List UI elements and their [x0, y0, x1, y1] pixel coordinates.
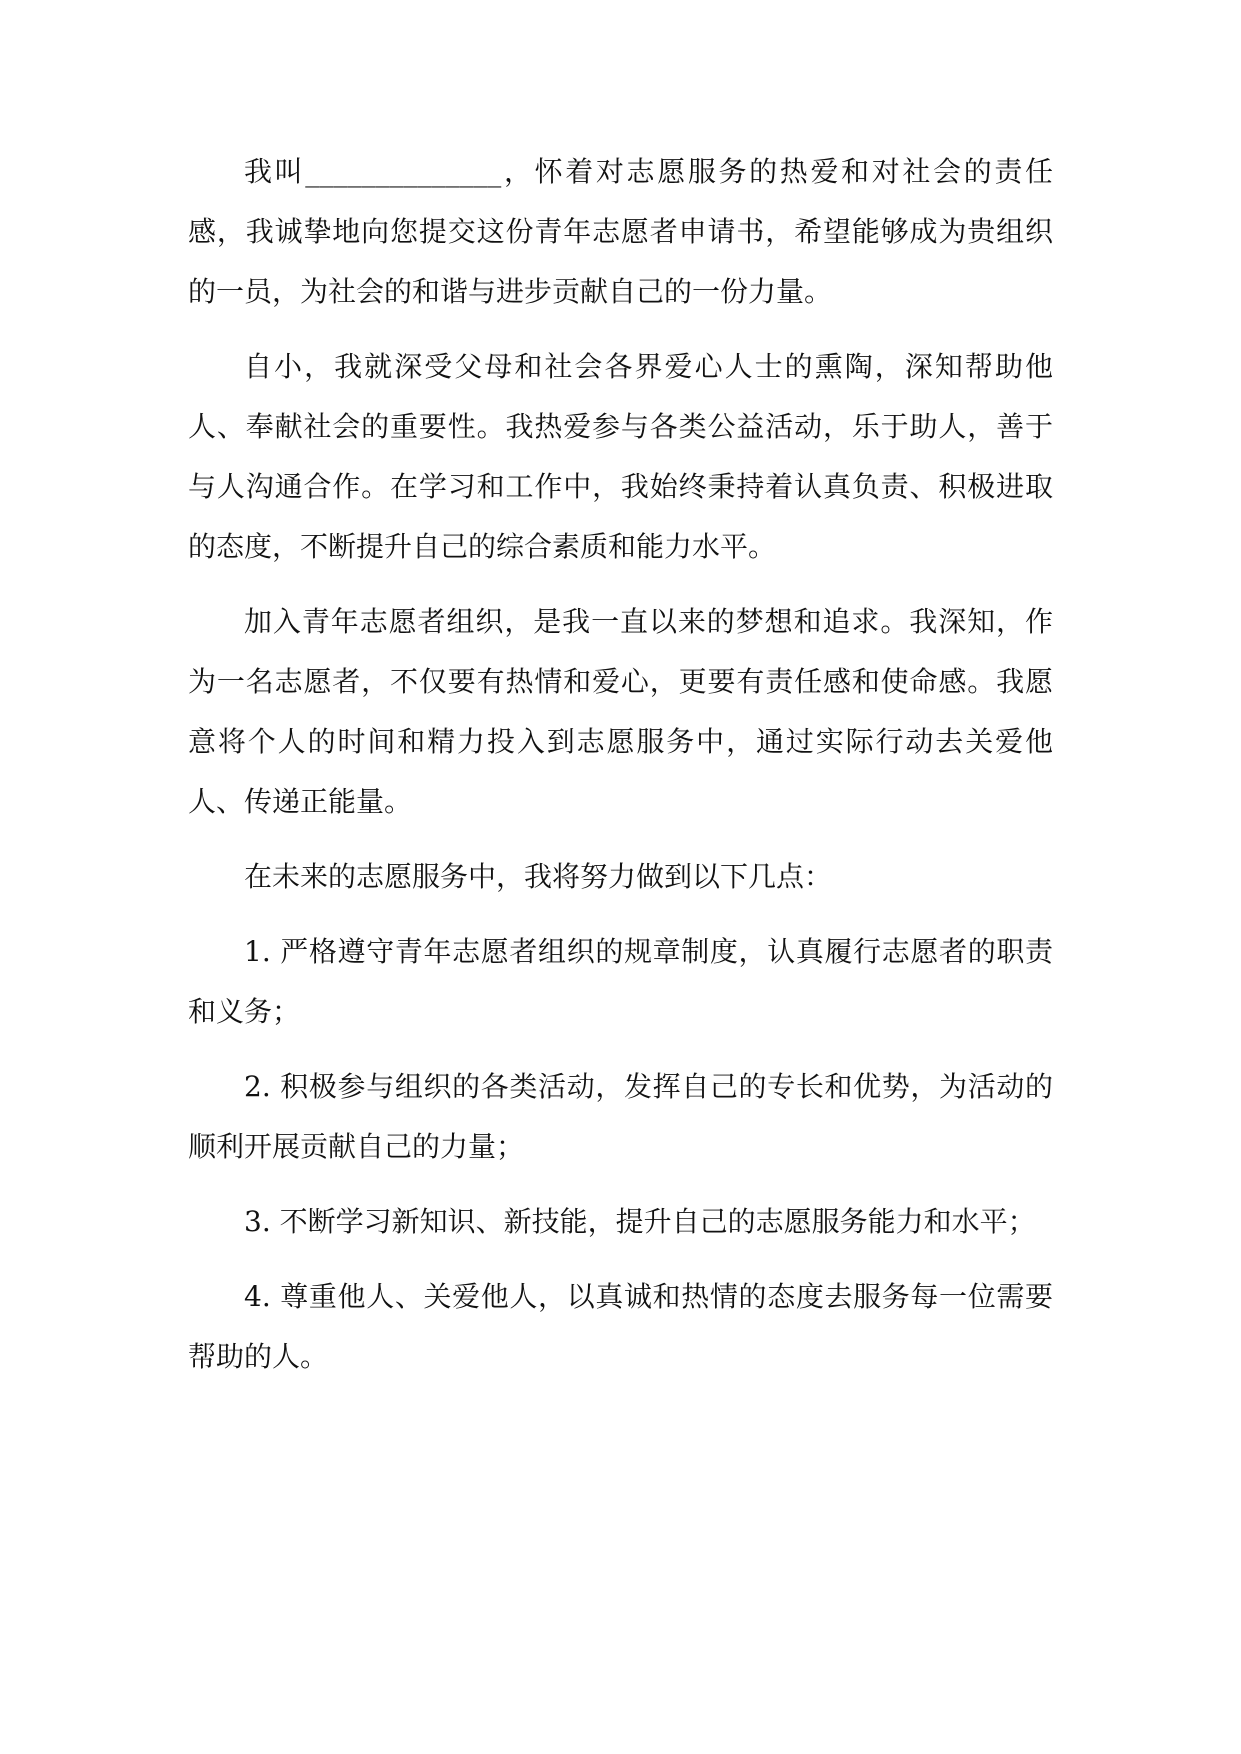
commitment-item-3: 3. 不断学习新知识、新技能，提升自己的志愿服务能力和水平； — [244, 1205, 1036, 1238]
commitment-item-4: 4. 尊重他人、关爱他人，以真诚和热情的态度去服务每一位需要帮助的人。 — [188, 1280, 1053, 1373]
paragraph-intro: 我叫______________，怀着对志愿服务的热爱和对社会的责任感，我诚挚地向您提交这份青年志愿者申请书，希望能够成为贵组织的一员，为社会的和谐与进步贡献自己的一份力量。 — [188, 155, 1053, 308]
document-body — [188, 142, 1053, 1387]
paragraph-background: 自小，我就深受父母和社会各界爱心人士的熏陶，深知帮助他人、奉献社会的重要性。我热爱参与各类公益活动，乐于助人，善于与人沟通合作。在学习和工作中，我始终秉持着认真负责、积极进取的态度，不断提升自己的综合素质和能力水平。 — [188, 350, 1053, 563]
commitment-item-2: 2. 积极参与组织的各类活动，发挥自己的专长和优势，为活动的顺利开展贡献自己的力量； — [188, 1070, 1053, 1163]
paragraph-motivation: 加入青年志愿者组织，是我一直以来的梦想和追求。我深知，作为一名志愿者，不仅要有热情和爱心，更要有责任感和使命感。我愿意将个人的时间和精力投入到志愿服务中，通过实际行动去关爱他人、传递正能量。 — [188, 605, 1053, 818]
commitment-item-1: 1. 严格遵守青年志愿者组织的规章制度，认真履行志愿者的职责和义务； — [188, 935, 1053, 1028]
paragraph-commitments-intro: 在未来的志愿服务中，我将努力做到以下几点： — [244, 860, 833, 893]
